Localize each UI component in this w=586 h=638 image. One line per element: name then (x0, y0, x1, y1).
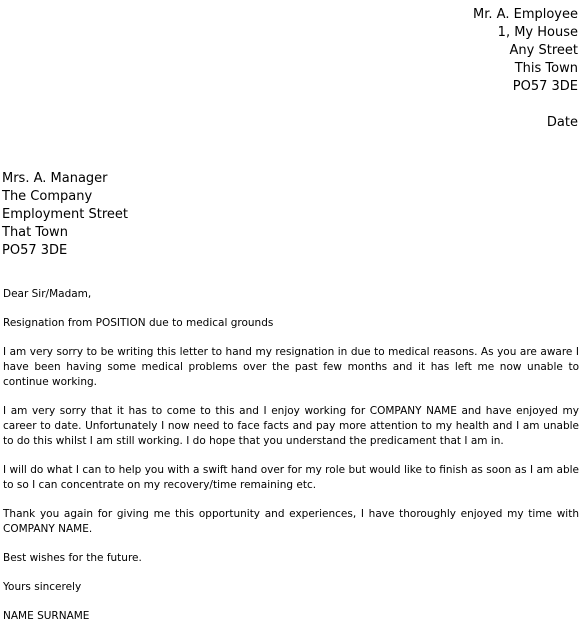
letter-body (3, 287, 579, 638)
sender-address-line: 1, My House (497, 25, 578, 40)
recipient-name: Mrs. A. Manager (2, 171, 108, 186)
sender-address-line: This Town (514, 61, 578, 76)
body-paragraph: I will do what I can to help you with a swift hand over for my role but would like to finish as soon as I am able to so I can concentrate on my recovery/time remaining etc. (3, 464, 579, 491)
sender-name: Mr. A. Employee (473, 7, 578, 22)
subject-line: Resignation from POSITION due to medical grounds (3, 317, 274, 329)
sender-address-line: PO57 3DE (512, 79, 578, 94)
salutation: Dear Sir/Madam, (3, 288, 92, 300)
sender-address-line: Any Street (509, 43, 578, 58)
sender-address-block (473, 6, 578, 96)
body-paragraph: I am very sorry that it has to come to this and I enjoy working for COMPANY NAME and have enjoyed my career to date. Unfortunately I now need to face facts and pay more attention to my health and I am unable to do this whilst I am still working. I do hope that you understand the predicament that I am in. (3, 405, 579, 447)
recipient-address-line: That Town (2, 225, 68, 240)
signature-name: NAME SURNAME (3, 610, 90, 622)
recipient-address-block (2, 170, 128, 260)
recipient-address-line: PO57 3DE (2, 243, 68, 258)
closing-wish: Best wishes for the future. (3, 552, 142, 564)
letter-date: Date (546, 115, 578, 130)
body-paragraph: I am very sorry to be writing this letter to hand my resignation in due to medical reasons. As you are aware I have been having some medical problems over the past few months and it has left me now unable to continue working. (3, 346, 579, 388)
recipient-address-line: Employment Street (2, 207, 129, 222)
body-paragraph: Thank you again for giving me this opportunity and experiences, I have thoroughly enjoyed my time with COMPANY NAME. (3, 508, 579, 535)
recipient-address-line: The Company (2, 189, 93, 204)
sign-off: Yours sincerely (3, 581, 82, 593)
